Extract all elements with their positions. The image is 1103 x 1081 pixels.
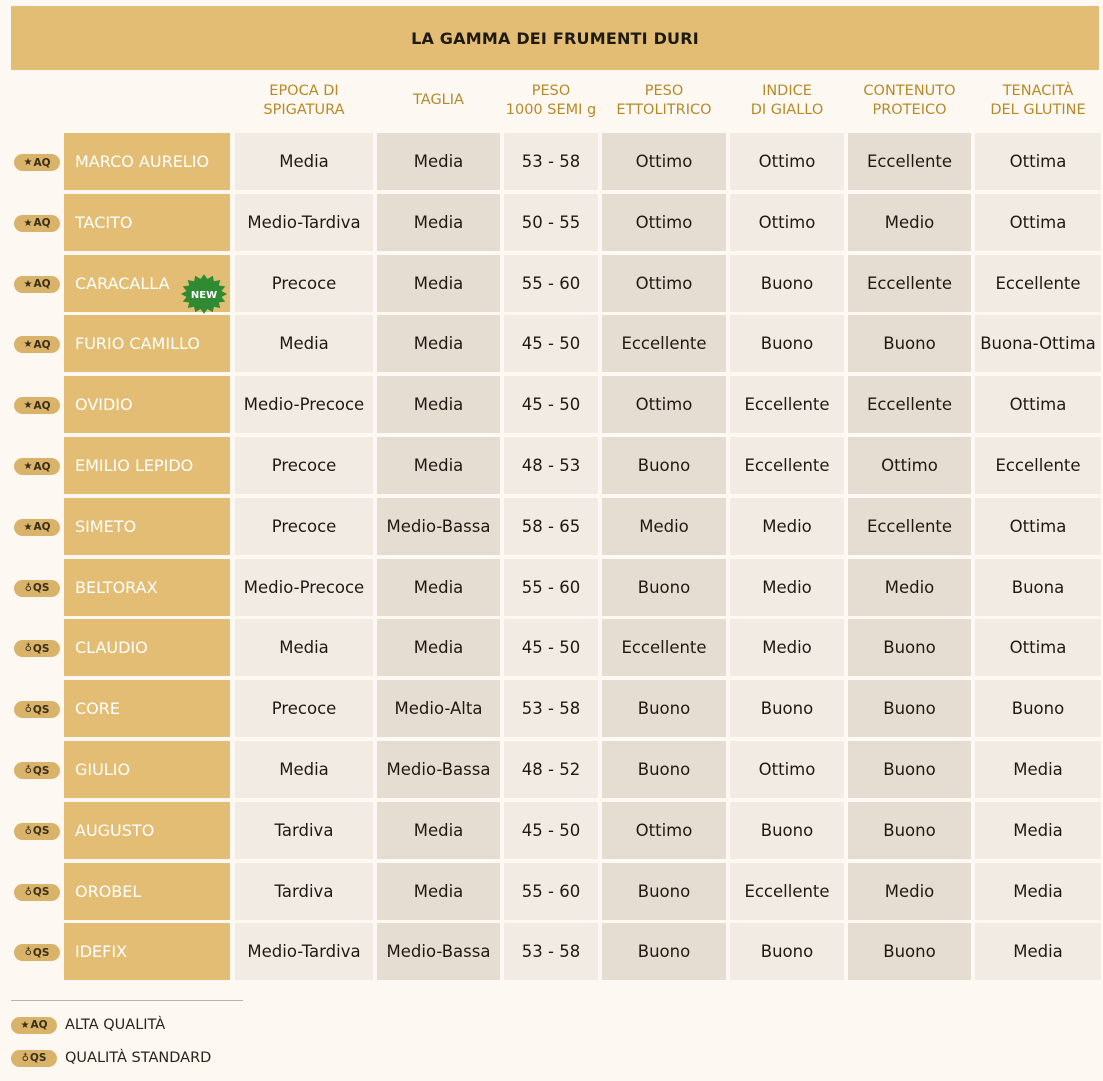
- table-cell-tenacita-glutine: Ottima: [975, 498, 1101, 555]
- table-cell-epoca-spigatura: Media: [235, 619, 373, 676]
- table-cell-peso-ettolitrico: Buono: [602, 741, 726, 798]
- table-cell-epoca-spigatura: Medio-Tardiva: [235, 194, 373, 251]
- table-row: [0, 680, 1103, 737]
- rosette-icon: ♁: [24, 947, 32, 959]
- table-row: [0, 863, 1103, 920]
- quality-badge-qs: [14, 580, 60, 597]
- table-cell-epoca-spigatura: Media: [235, 315, 373, 372]
- table-cell-peso-1000-semi: 45 - 50: [504, 619, 598, 676]
- rosette-icon: ♁: [24, 704, 32, 716]
- table-cell-indice-giallo: Buono: [730, 802, 844, 859]
- table-cell-epoca-spigatura: Media: [235, 133, 373, 190]
- quality-badge-qs: [14, 701, 60, 718]
- quality-badge-qs: [14, 640, 60, 657]
- table-cell-taglia: Medio-Alta: [377, 680, 500, 737]
- quality-badge-aq: [11, 1017, 57, 1034]
- quality-badge-qs: [14, 762, 60, 779]
- badge-text: QS: [32, 946, 50, 959]
- table-cell-indice-giallo: Buono: [730, 255, 844, 312]
- table-cell-contenuto-proteico: Buono: [848, 923, 971, 980]
- table-cell-epoca-spigatura: Precoce: [235, 255, 373, 312]
- table-cell-indice-giallo: Buono: [730, 923, 844, 980]
- variety-name: FURIO CAMILLO: [64, 315, 230, 372]
- table-row: [0, 619, 1103, 676]
- table-cell-peso-ettolitrico: Ottimo: [602, 802, 726, 859]
- table-cell-epoca-spigatura: Precoce: [235, 437, 373, 494]
- table-cell-contenuto-proteico: Buono: [848, 741, 971, 798]
- column-header-label: TAGLIA: [413, 92, 464, 108]
- table-cell-peso-ettolitrico: Eccellente: [602, 619, 726, 676]
- table-cell-indice-giallo: Ottimo: [730, 133, 844, 190]
- table-row: [0, 437, 1103, 494]
- table-cell-epoca-spigatura: Medio-Precoce: [235, 559, 373, 616]
- table-cell-peso-ettolitrico: Ottimo: [602, 133, 726, 190]
- column-header-epoca-spigatura: [235, 71, 373, 130]
- table-cell-indice-giallo: Buono: [730, 680, 844, 737]
- table-cell-contenuto-proteico: Eccellente: [848, 255, 971, 312]
- table-cell-peso-1000-semi: 55 - 60: [504, 863, 598, 920]
- table-cell-taglia: Media: [377, 255, 500, 312]
- quality-badge-aq: [14, 215, 60, 232]
- table-cell-tenacita-glutine: Media: [975, 741, 1101, 798]
- table-row: [0, 133, 1103, 190]
- table-row: [0, 255, 1103, 312]
- table-cell-taglia: Media: [377, 802, 500, 859]
- rosette-icon: ♁: [24, 582, 32, 594]
- table-cell-contenuto-proteico: Buono: [848, 315, 971, 372]
- column-header-peso-ettolitrico: [602, 71, 726, 130]
- table-cell-peso-ettolitrico: Buono: [602, 437, 726, 494]
- table-cell-indice-giallo: Eccellente: [730, 863, 844, 920]
- rosette-icon: ♁: [21, 1052, 29, 1064]
- table-cell-indice-giallo: Medio: [730, 559, 844, 616]
- column-header-indice-giallo: [730, 71, 844, 130]
- table-cell-tenacita-glutine: Ottima: [975, 194, 1101, 251]
- quality-badge-aq: [14, 519, 60, 536]
- badge-text: QS: [32, 886, 50, 899]
- star-icon: ★: [23, 521, 33, 533]
- table-cell-taglia: Medio-Bassa: [377, 498, 500, 555]
- table-cell-contenuto-proteico: Ottimo: [848, 437, 971, 494]
- table-cell-contenuto-proteico: Buono: [848, 619, 971, 676]
- quality-badge-aq: [14, 336, 60, 353]
- table-row: [0, 498, 1103, 555]
- star-icon: ★: [23, 461, 33, 472]
- table-row: [0, 194, 1103, 251]
- badge-text: AQ: [33, 278, 51, 291]
- new-badge-text: NEW: [190, 289, 218, 301]
- table-cell-contenuto-proteico: Buono: [848, 680, 971, 737]
- badge-text: QS: [32, 642, 50, 655]
- legend-item-qs: [11, 1048, 211, 1068]
- table-cell-tenacita-glutine: Ottima: [975, 376, 1101, 433]
- table-cell-contenuto-proteico: Medio: [848, 559, 971, 616]
- table-title: [11, 6, 1099, 70]
- rosette-icon: ♁: [24, 643, 32, 655]
- rosette-icon: ♁: [24, 765, 32, 776]
- column-header-label: EPOCA DI SPIGATURA: [263, 82, 345, 118]
- table-cell-contenuto-proteico: Eccellente: [848, 498, 971, 555]
- table-row: [0, 315, 1103, 372]
- table-cell-indice-giallo: Medio: [730, 498, 844, 555]
- table-cell-peso-1000-semi: 48 - 53: [504, 437, 598, 494]
- table-cell-epoca-spigatura: Precoce: [235, 680, 373, 737]
- column-header-label: TENACITÀ DEL GLUTINE: [990, 82, 1086, 118]
- table-cell-peso-ettolitrico: Buono: [602, 923, 726, 980]
- legend-label: QUALITÀ STANDARD: [65, 1050, 212, 1066]
- table-cell-peso-ettolitrico: Medio: [602, 498, 726, 555]
- table-cell-peso-1000-semi: 50 - 55: [504, 194, 598, 251]
- table-cell-peso-1000-semi: 45 - 50: [504, 802, 598, 859]
- table-cell-contenuto-proteico: Buono: [848, 802, 971, 859]
- badge-text: AQ: [33, 338, 51, 351]
- table-cell-tenacita-glutine: Buono: [975, 680, 1101, 737]
- rosette-icon: ♁: [24, 825, 32, 837]
- table-cell-peso-1000-semi: 55 - 60: [504, 255, 598, 312]
- table-cell-peso-ettolitrico: Buono: [602, 863, 726, 920]
- star-icon: ★: [23, 157, 33, 168]
- quality-badge-qs: [14, 884, 60, 901]
- table-cell-contenuto-proteico: Eccellente: [848, 133, 971, 190]
- table-row: [0, 741, 1103, 798]
- badge-text: QS: [32, 703, 50, 716]
- table-cell-epoca-spigatura: Precoce: [235, 498, 373, 555]
- table-cell-peso-1000-semi: 53 - 58: [504, 680, 598, 737]
- column-header-label: INDICE DI GIALLO: [750, 82, 824, 118]
- table-cell-indice-giallo: Ottimo: [730, 741, 844, 798]
- table-cell-tenacita-glutine: Buona-Ottima: [975, 315, 1101, 372]
- column-header-label: PESO ETTOLITRICO: [616, 82, 712, 118]
- quality-badge-qs: [11, 1050, 57, 1067]
- new-badge-icon: [180, 274, 228, 314]
- table-cell-taglia: Medio-Bassa: [377, 923, 500, 980]
- star-icon: ★: [23, 339, 33, 351]
- column-header-label: PESO 1000 SEMI g: [505, 82, 597, 118]
- table-cell-contenuto-proteico: Medio: [848, 863, 971, 920]
- badge-text: AQ: [30, 1019, 48, 1031]
- badge-text: AQ: [33, 521, 51, 534]
- table-cell-tenacita-glutine: Ottima: [975, 133, 1101, 190]
- badge-text: AQ: [33, 156, 51, 169]
- badge-text: AQ: [33, 460, 51, 473]
- table-cell-indice-giallo: Buono: [730, 315, 844, 372]
- table-cell-peso-ettolitrico: Eccellente: [602, 315, 726, 372]
- table-cell-taglia: Media: [377, 194, 500, 251]
- table-row: [0, 376, 1103, 433]
- table-cell-peso-ettolitrico: Buono: [602, 680, 726, 737]
- table-cell-indice-giallo: Medio: [730, 619, 844, 676]
- quality-badge-aq: [14, 276, 60, 293]
- table-cell-peso-ettolitrico: Ottimo: [602, 194, 726, 251]
- table-cell-peso-ettolitrico: Ottimo: [602, 376, 726, 433]
- quality-badge-aq: [14, 154, 60, 171]
- table-cell-taglia: Medio-Bassa: [377, 741, 500, 798]
- table-cell-taglia: Media: [377, 315, 500, 372]
- table-cell-contenuto-proteico: Eccellente: [848, 376, 971, 433]
- table-cell-epoca-spigatura: Tardiva: [235, 863, 373, 920]
- legend-label: ALTA QUALITÀ: [65, 1017, 166, 1033]
- table-cell-epoca-spigatura: Tardiva: [235, 802, 373, 859]
- table-cell-epoca-spigatura: Medio-Tardiva: [235, 923, 373, 980]
- variety-name: CLAUDIO: [64, 619, 230, 676]
- table-cell-tenacita-glutine: Eccellente: [975, 255, 1101, 312]
- variety-name: OROBEL: [64, 863, 230, 920]
- table-cell-tenacita-glutine: Buona: [975, 559, 1101, 616]
- table-row: [0, 802, 1103, 859]
- table-cell-peso-ettolitrico: Ottimo: [602, 255, 726, 312]
- star-icon: ★: [20, 1019, 30, 1031]
- badge-text: QS: [29, 1052, 47, 1064]
- variety-name: MARCO AURELIO: [64, 133, 230, 190]
- column-header-peso-1000-semi: [504, 71, 598, 130]
- table-cell-tenacita-glutine: Media: [975, 863, 1101, 920]
- badge-text: AQ: [33, 399, 51, 412]
- table-row: [0, 559, 1103, 616]
- table-cell-peso-1000-semi: 58 - 65: [504, 498, 598, 555]
- table-cell-taglia: Media: [377, 376, 500, 433]
- column-header-contenuto-proteico: [848, 71, 971, 130]
- variety-name: IDEFIX: [64, 923, 230, 980]
- table-cell-peso-1000-semi: 53 - 58: [504, 923, 598, 980]
- table-cell-taglia: Media: [377, 559, 500, 616]
- table-row: [0, 923, 1103, 980]
- title-text: LA GAMMA DEI FRUMENTI DURI: [411, 28, 699, 48]
- table-cell-indice-giallo: Eccellente: [730, 376, 844, 433]
- table-cell-tenacita-glutine: Media: [975, 802, 1101, 859]
- table-cell-contenuto-proteico: Medio: [848, 194, 971, 251]
- star-icon: ★: [23, 278, 33, 290]
- table-cell-tenacita-glutine: Eccellente: [975, 437, 1101, 494]
- variety-name: TACITO: [64, 194, 230, 251]
- variety-name: GIULIO: [64, 741, 230, 798]
- badge-text: QS: [32, 825, 50, 838]
- column-header-taglia: [377, 71, 500, 130]
- table-cell-taglia: Media: [377, 133, 500, 190]
- table-cell-peso-1000-semi: 48 - 52: [504, 741, 598, 798]
- table-cell-peso-1000-semi: 53 - 58: [504, 133, 598, 190]
- quality-badge-aq: [14, 458, 60, 475]
- table-cell-taglia: Media: [377, 437, 500, 494]
- column-header-tenacita-glutine: [975, 71, 1101, 130]
- table-cell-peso-1000-semi: 45 - 50: [504, 376, 598, 433]
- variety-name: AUGUSTO: [64, 802, 230, 859]
- badge-text: AQ: [33, 217, 51, 230]
- variety-name: BELTORAX: [64, 559, 230, 616]
- quality-badge-aq: [14, 397, 60, 414]
- table-cell-peso-ettolitrico: Buono: [602, 559, 726, 616]
- table-cell-epoca-spigatura: Media: [235, 741, 373, 798]
- table-cell-taglia: Media: [377, 619, 500, 676]
- star-icon: ★: [23, 400, 33, 412]
- legend-divider: [11, 1000, 243, 1001]
- rosette-icon: ♁: [24, 886, 32, 898]
- table-cell-indice-giallo: Eccellente: [730, 437, 844, 494]
- table-cell-peso-1000-semi: 45 - 50: [504, 315, 598, 372]
- quality-badge-qs: [14, 823, 60, 840]
- table-cell-tenacita-glutine: Ottima: [975, 619, 1101, 676]
- table-cell-tenacita-glutine: Media: [975, 923, 1101, 980]
- column-header-label: CONTENUTO PROTEICO: [863, 82, 956, 118]
- badge-text: QS: [32, 582, 50, 595]
- table-cell-peso-1000-semi: 55 - 60: [504, 559, 598, 616]
- variety-name: CORE: [64, 680, 230, 737]
- table-cell-taglia: Media: [377, 863, 500, 920]
- variety-name: OVIDIO: [64, 376, 230, 433]
- legend-item-aq: [11, 1015, 165, 1035]
- star-icon: ★: [23, 217, 33, 229]
- table-cell-indice-giallo: Ottimo: [730, 194, 844, 251]
- badge-text: QS: [32, 764, 50, 777]
- quality-badge-qs: [14, 944, 60, 961]
- variety-name: SIMETO: [64, 498, 230, 555]
- variety-name: CARACALLA: [64, 255, 230, 312]
- variety-name: EMILIO LEPIDO: [64, 437, 230, 494]
- table-cell-epoca-spigatura: Medio-Precoce: [235, 376, 373, 433]
